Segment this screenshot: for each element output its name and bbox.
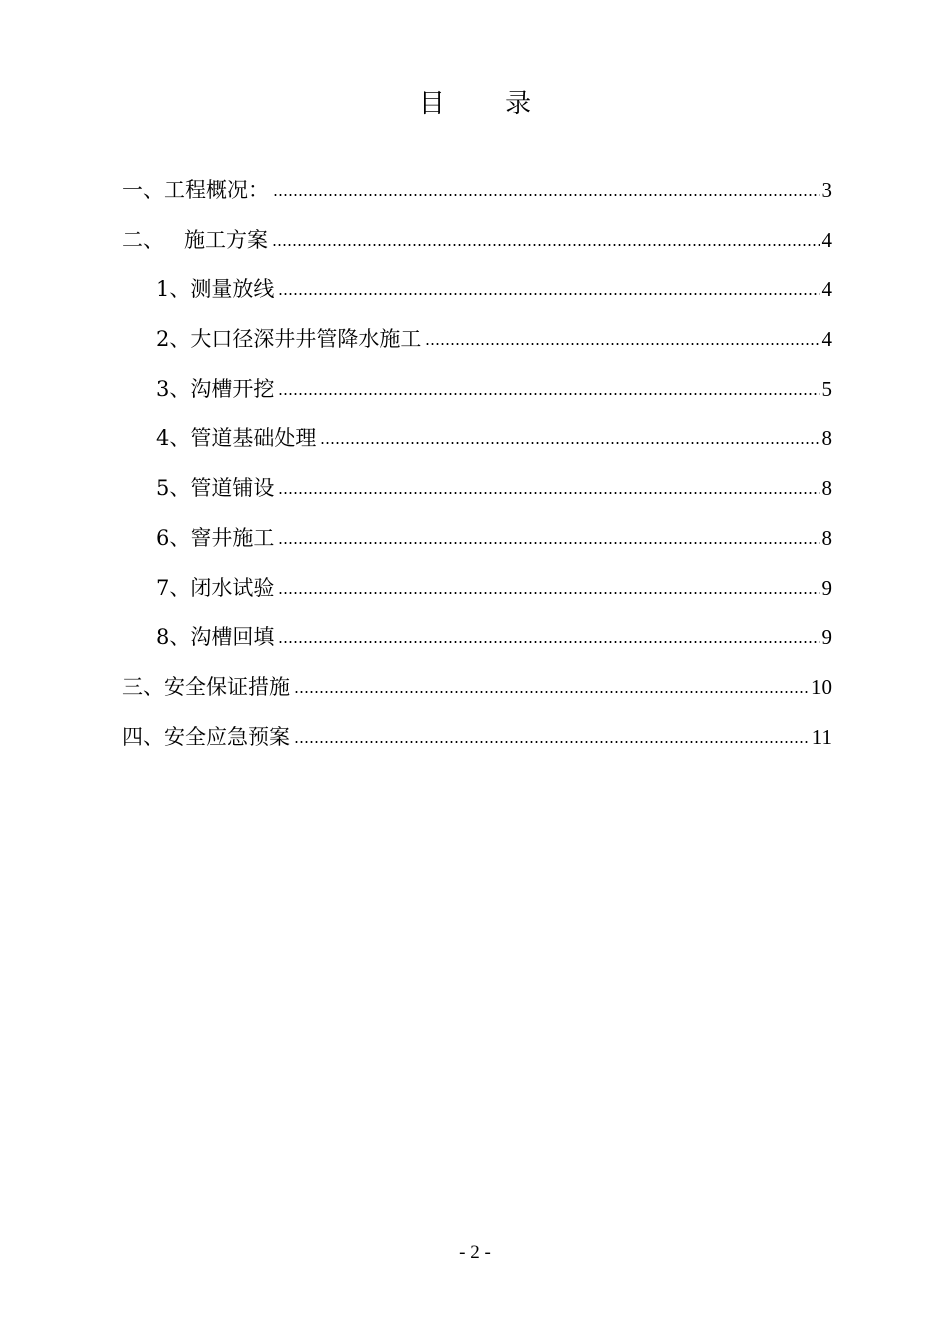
dot-leader	[294, 690, 809, 694]
toc-entry-label: 三、安全保证措施	[122, 674, 290, 699]
toc-entry-label: 二、 施工方案	[122, 227, 269, 252]
toc-entry-page: 10	[811, 674, 832, 699]
toc-entry-label: 7、闭水试验	[156, 575, 275, 600]
toc-entry-subsection-7[interactable]	[122, 564, 832, 614]
dot-leader	[278, 640, 819, 644]
dot-leader	[278, 541, 819, 545]
toc-entry-page: 4	[821, 227, 832, 252]
toc-entry-label: 8、沟槽回填	[156, 625, 275, 650]
toc-entry-label: 2、大口径深井井管降水施工	[156, 327, 422, 352]
toc-entry-page: 9	[821, 575, 832, 600]
dot-leader	[273, 193, 820, 197]
page-title: 目 录	[418, 89, 558, 119]
toc-entry-page: 8	[821, 525, 832, 550]
toc-entry-label: 3、沟槽开挖	[156, 376, 275, 401]
toc-entry-section-4[interactable]	[122, 713, 832, 763]
dot-leader	[294, 740, 810, 744]
dot-leader	[278, 392, 819, 396]
toc-entry-label: 1、测量放线	[156, 277, 275, 302]
toc-entry-page: 8	[821, 476, 832, 501]
toc-entry-section-2[interactable]	[122, 216, 832, 266]
toc-entry-label: 四、安全应急预案	[122, 724, 290, 749]
toc-entry-page: 3	[821, 178, 832, 202]
toc-entry-label: 6、窨井施工	[156, 525, 275, 550]
toc-entry-section-1[interactable]	[122, 166, 832, 216]
toc-entry-page: 4	[821, 327, 832, 352]
dot-leader	[278, 292, 819, 296]
toc-entry-subsection-3[interactable]	[122, 365, 832, 415]
toc-entry-subsection-8[interactable]	[122, 613, 832, 663]
toc-entry-page: 4	[821, 277, 832, 302]
dot-leader	[272, 243, 819, 247]
table-of-contents	[122, 166, 832, 762]
toc-entry-label: 4、管道基础处理	[156, 426, 317, 451]
toc-entry-subsection-2[interactable]	[122, 315, 832, 365]
toc-entry-page: 9	[821, 625, 832, 650]
toc-entry-page: 5	[821, 376, 832, 401]
dot-leader	[278, 491, 819, 495]
toc-entry-page: 11	[811, 724, 832, 749]
toc-entry-page: 8	[821, 426, 832, 451]
dot-leader	[278, 591, 819, 595]
toc-entry-label: 一、工程概况：	[122, 178, 269, 202]
page-number: - 2 -	[459, 1242, 491, 1263]
toc-entry-subsection-6[interactable]	[122, 514, 832, 564]
toc-entry-subsection-4[interactable]	[122, 414, 832, 464]
toc-entry-subsection-1[interactable]	[122, 265, 832, 315]
dot-leader	[320, 441, 819, 445]
dot-leader	[425, 342, 819, 346]
toc-entry-label: 5、管道铺设	[156, 476, 275, 501]
toc-entry-subsection-5[interactable]	[122, 464, 832, 514]
toc-entry-section-3[interactable]	[122, 663, 832, 713]
